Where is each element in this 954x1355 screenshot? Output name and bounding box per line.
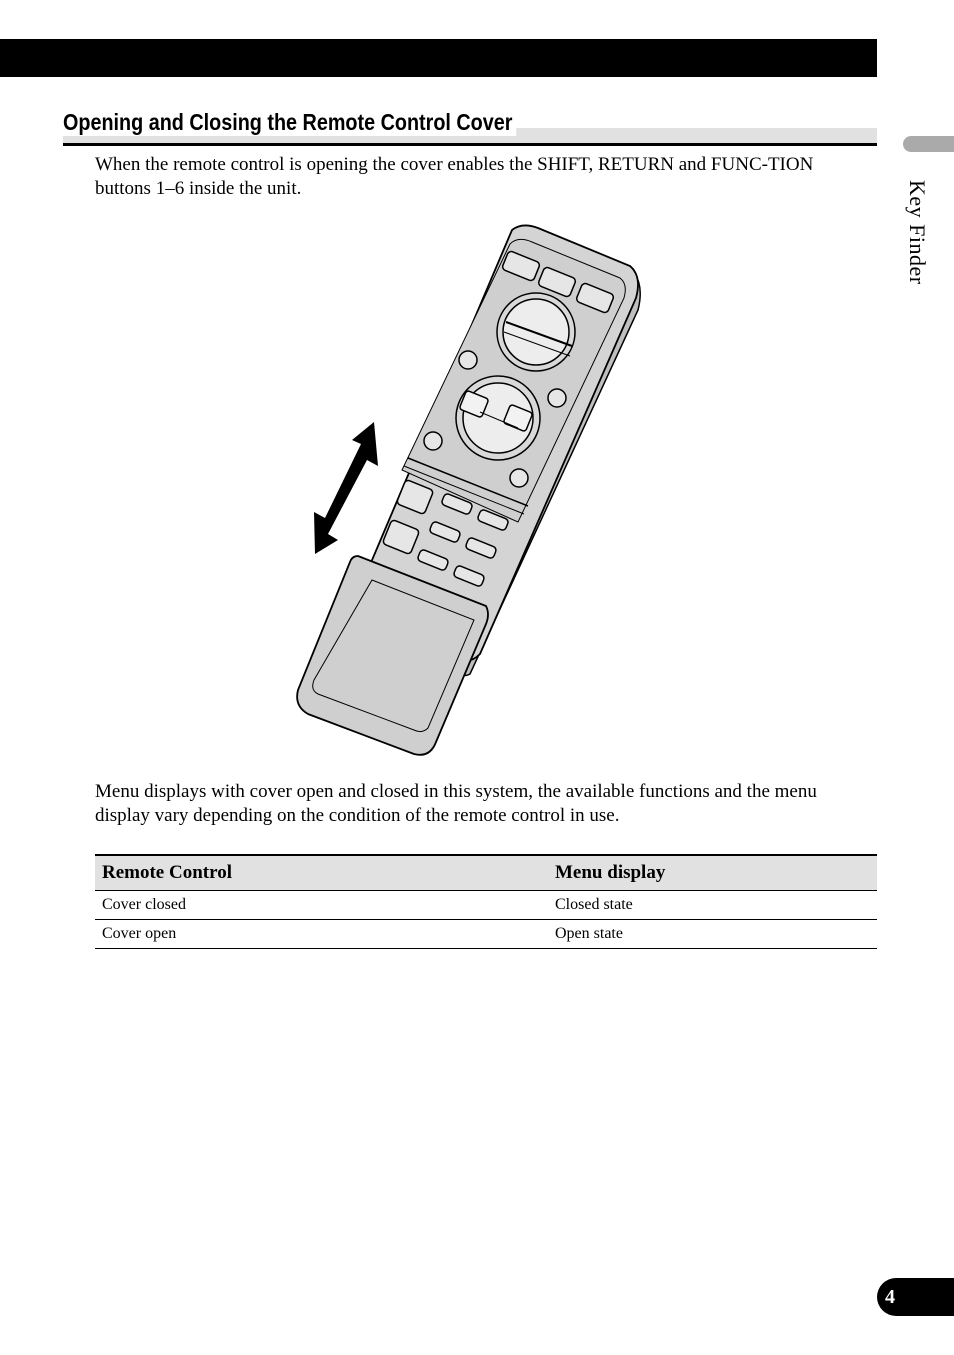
volume-dial <box>497 293 575 371</box>
page-number: 4 <box>877 1278 954 1316</box>
remote-control-illustration <box>290 222 650 762</box>
table-row <box>95 920 877 949</box>
table-header-row <box>95 855 877 891</box>
column-header-remote-control: Remote Control <box>95 855 548 891</box>
heading-rule <box>63 143 877 146</box>
table-cell: Cover open <box>95 920 548 949</box>
table-cell: Cover closed <box>95 891 548 920</box>
column-header-menu-display: Menu display <box>548 855 877 891</box>
multi-control-dial <box>456 376 540 460</box>
double-headed-arrow-icon <box>314 422 378 554</box>
side-section-label: Key Finder <box>905 180 930 285</box>
menu-display-table <box>95 854 877 949</box>
header-bar <box>0 39 877 77</box>
table-cell: Open state <box>548 920 877 949</box>
table-row <box>95 891 877 920</box>
intro-paragraph: When the remote control is opening the cover enables the SHIFT, RETURN and FUNC-TION buttons 1–6 inside the unit. <box>95 154 814 199</box>
section-tab-marker <box>903 136 954 152</box>
page-title: Opening and Closing the Remote Control Cover <box>63 109 516 136</box>
table-cell: Closed state <box>548 891 877 920</box>
body-paragraph: Menu displays with cover open and closed in this system, the available functions and the menu display vary depending on the condition of the remote control in use. <box>95 781 817 826</box>
